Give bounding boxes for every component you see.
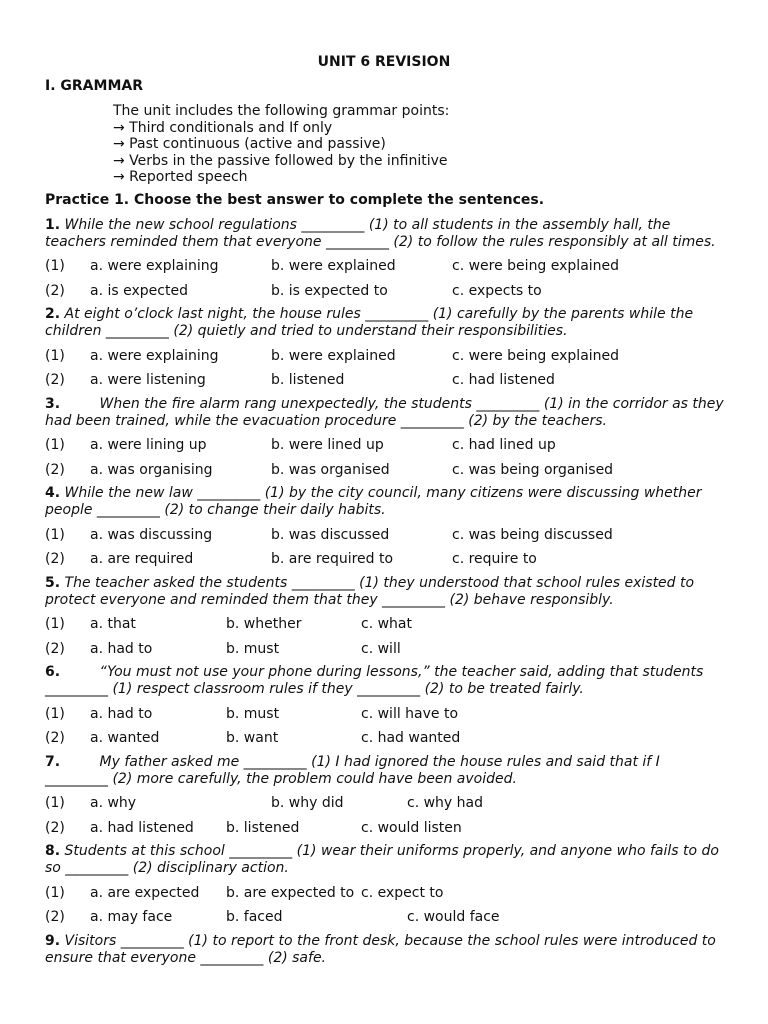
option-row: [0, 258, 768, 276]
option-label: (2): [45, 730, 65, 746]
option-label: (2): [45, 462, 65, 478]
option-a[interactable]: a. is expected: [90, 283, 188, 299]
option-c[interactable]: c. were being explained: [452, 348, 620, 364]
question-text: While the new law _________ (1) by the city council, many citizens were discussing whether people _________ (2) to change their daily habits.: [45, 485, 702, 518]
question-number: 4.: [45, 485, 61, 501]
option-a[interactable]: a. were listening: [90, 372, 206, 388]
option-a[interactable]: a. were explaining: [90, 258, 219, 274]
option-b[interactable]: b. listened: [226, 820, 300, 836]
question-text: Visitors _________ (1) to report to the front desk, because the school rules were introduced to ensure that everyone _________ (2) safe.: [45, 933, 716, 966]
option-row: [0, 885, 768, 903]
option-a[interactable]: a. were lining up: [90, 437, 207, 453]
question: [45, 396, 725, 430]
option-b[interactable]: b. is expected to: [271, 283, 388, 299]
option-b[interactable]: b. must: [226, 641, 280, 657]
option-c[interactable]: c. were being explained: [452, 258, 620, 274]
question-text: “You must not use your phone during lessons,” the teacher said, adding that students _________ (1) respect classroom rules if they _________ (2) to be treated fairly.: [45, 664, 704, 697]
option-label: (1): [45, 437, 65, 453]
option-row: [0, 437, 768, 455]
question-text: My father asked me _________ (1) I had ignored the house rules and said that if I _________ (2) more carefully, the problem could have been avoided.: [45, 754, 660, 787]
option-label: (1): [45, 706, 65, 722]
option-label: (2): [45, 551, 65, 567]
option-a[interactable]: a. had to: [90, 706, 153, 722]
option-b[interactable]: b. were lined up: [271, 437, 384, 453]
option-label: (2): [45, 641, 65, 657]
option-b[interactable]: b. were explained: [271, 258, 396, 274]
option-label: (1): [45, 527, 65, 543]
option-a[interactable]: a. wanted: [90, 730, 160, 746]
intro-block: [113, 103, 449, 186]
option-label: (2): [45, 283, 65, 299]
question-text: When the fire alarm rang unexpectedly, the students _________ (1) in the corridor as they had been trained, while the evacuation procedure _________ (2) by the teachers.: [45, 396, 724, 429]
option-row: [0, 283, 768, 301]
option-label: (2): [45, 372, 65, 388]
intro-lead: The unit includes the following grammar points:: [113, 103, 450, 119]
option-a[interactable]: a. are expected: [90, 885, 200, 901]
option-label: (2): [45, 820, 65, 836]
question: [45, 575, 725, 609]
option-a[interactable]: a. had listened: [90, 820, 194, 836]
option-b[interactable]: b. were explained: [271, 348, 396, 364]
option-b[interactable]: b. are required to: [271, 551, 394, 567]
option-c[interactable]: c. will: [361, 641, 401, 657]
option-c[interactable]: c. would face: [407, 909, 500, 925]
option-label: (1): [45, 616, 65, 632]
question: [45, 754, 725, 788]
grammar-point: → Third conditionals and If only: [113, 119, 333, 136]
question-number: 3.: [45, 396, 61, 412]
option-b[interactable]: b. are expected to: [226, 885, 355, 901]
option-c[interactable]: c. expects to: [452, 283, 542, 299]
question-number: 9.: [45, 933, 61, 949]
question-text: At eight o’clock last night, the house rules _________ (1) carefully by the parents while the children _________ (2) quietly and tried to understand their responsibilities.: [45, 306, 694, 339]
option-row: [0, 820, 768, 838]
question-number: 2.: [45, 306, 61, 322]
option-row: [0, 730, 768, 748]
practice-heading: Practice 1. Choose the best answer to complete the sentences.: [45, 192, 545, 208]
question: [45, 306, 725, 340]
option-c[interactable]: c. was being organised: [452, 462, 614, 478]
option-row: [0, 795, 768, 813]
option-label: (1): [45, 258, 65, 274]
option-b[interactable]: b. was discussed: [271, 527, 390, 543]
question: [45, 843, 725, 877]
question-number: 6.: [45, 664, 61, 680]
question-text: While the new school regulations _________ (1) to all students in the assembly hall, the teachers reminded them that everyone _________ (2) to follow the rules responsibly at all times.: [45, 217, 716, 250]
question-number: 1.: [45, 217, 61, 233]
option-row: [0, 462, 768, 480]
option-a[interactable]: a. was discussing: [90, 527, 213, 543]
option-b[interactable]: b. want: [226, 730, 279, 746]
option-c[interactable]: c. require to: [452, 551, 537, 567]
option-row: [0, 616, 768, 634]
grammar-point: → Verbs in the passive followed by the infinitive: [113, 152, 448, 169]
option-a[interactable]: a. why: [90, 795, 137, 811]
option-c[interactable]: c. would listen: [361, 820, 462, 836]
option-c[interactable]: c. had wanted: [361, 730, 461, 746]
option-b[interactable]: b. whether: [226, 616, 302, 632]
page-title: UNIT 6 REVISION: [317, 54, 451, 70]
option-a[interactable]: a. may face: [90, 909, 173, 925]
question-number: 5.: [45, 575, 61, 591]
option-row: [0, 372, 768, 390]
option-label: (1): [45, 795, 65, 811]
question-text: The teacher asked the students _________ (1) they understood that school rules existed to protect everyone and reminded them that they _________ (2) behave responsibly.: [45, 575, 695, 608]
question-number: 8.: [45, 843, 61, 859]
question: [45, 664, 725, 698]
option-a[interactable]: a. was organising: [90, 462, 213, 478]
question: [45, 485, 725, 519]
option-b[interactable]: b. listened: [271, 372, 345, 388]
option-b[interactable]: b. faced: [226, 909, 283, 925]
option-label: (1): [45, 885, 65, 901]
option-c[interactable]: c. had listened: [452, 372, 555, 388]
option-row: [0, 909, 768, 927]
option-c[interactable]: c. will have to: [361, 706, 459, 722]
option-row: [0, 641, 768, 659]
option-row: [0, 706, 768, 724]
option-c[interactable]: c. was being discussed: [452, 527, 613, 543]
option-c[interactable]: c. what: [361, 616, 412, 632]
option-label: (1): [45, 348, 65, 364]
option-a[interactable]: a. are required: [90, 551, 194, 567]
option-a[interactable]: a. that: [90, 616, 136, 632]
question: [45, 217, 725, 251]
option-b[interactable]: b. was organised: [271, 462, 390, 478]
option-row: [0, 527, 768, 545]
option-row: [0, 551, 768, 569]
option-row: [0, 348, 768, 366]
option-a[interactable]: a. were explaining: [90, 348, 219, 364]
section-heading: I. GRAMMAR: [45, 78, 143, 94]
grammar-point: → Past continuous (active and passive): [113, 136, 386, 152]
option-a[interactable]: a. had to: [90, 641, 153, 657]
option-c[interactable]: c. why had: [407, 795, 483, 811]
option-b[interactable]: b. why did: [271, 795, 344, 811]
option-label: (2): [45, 909, 65, 925]
option-c[interactable]: c. had lined up: [452, 437, 556, 453]
grammar-point: → Reported speech: [113, 169, 248, 185]
question: [45, 933, 725, 967]
option-b[interactable]: b. must: [226, 706, 280, 722]
question-text: Students at this school _________ (1) wear their uniforms properly, and anyone who fails to do so _________ (2) disciplinary action.: [45, 843, 719, 876]
option-c[interactable]: c. expect to: [361, 885, 444, 901]
question-number: 7.: [45, 754, 61, 770]
